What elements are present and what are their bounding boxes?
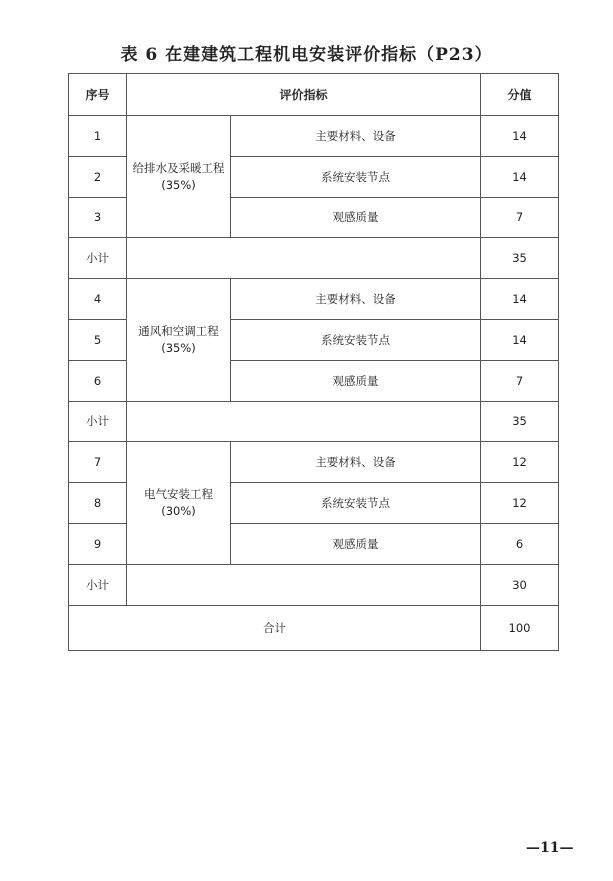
row-score: 14 — [481, 116, 559, 157]
header-row — [69, 74, 559, 116]
subtotal-row — [69, 401, 559, 442]
row-no: 1 — [69, 116, 127, 157]
row-item: 系统安装节点 — [231, 483, 481, 524]
subtotal-value: 35 — [481, 401, 559, 442]
row-no: 5 — [69, 319, 127, 360]
header-score: 分值 — [481, 74, 559, 116]
row-score: 6 — [481, 523, 559, 564]
header-indicator: 评价指标 — [127, 74, 481, 116]
row-score: 7 — [481, 360, 559, 401]
row-score: 14 — [481, 279, 559, 320]
total-row — [69, 605, 559, 650]
subtotal-empty — [127, 564, 481, 605]
subtotal-row — [69, 564, 559, 605]
row-item: 观感质量 — [231, 360, 481, 401]
row-no: 3 — [69, 197, 127, 238]
row-no: 8 — [69, 483, 127, 524]
table-row — [69, 279, 559, 320]
total-label: 合计 — [69, 605, 481, 650]
category-cell: 通风和空调工程(35%) — [127, 279, 231, 401]
row-item: 主要材料、设备 — [231, 279, 481, 320]
subtotal-label: 小计 — [69, 238, 127, 279]
row-no: 6 — [69, 360, 127, 401]
row-no: 7 — [69, 442, 127, 483]
row-item: 主要材料、设备 — [231, 442, 481, 483]
total-value: 100 — [481, 605, 559, 650]
row-item: 系统安装节点 — [231, 319, 481, 360]
table-title: 表 6 在建建筑工程机电安装评价指标（P23） — [120, 45, 493, 65]
table-row — [69, 116, 559, 157]
row-no: 9 — [69, 523, 127, 564]
row-item: 主要材料、设备 — [231, 116, 481, 157]
category-cell: 电气安装工程(30%) — [127, 442, 231, 564]
subtotal-value: 35 — [481, 238, 559, 279]
header-no: 序号 — [69, 74, 127, 116]
row-score: 12 — [481, 442, 559, 483]
table-row — [69, 442, 559, 483]
page-number: —11— — [526, 840, 574, 856]
subtotal-row — [69, 238, 559, 279]
evaluation-table — [68, 73, 559, 651]
row-score: 7 — [481, 197, 559, 238]
row-item: 观感质量 — [231, 523, 481, 564]
subtotal-label: 小计 — [69, 564, 127, 605]
row-no: 4 — [69, 279, 127, 320]
row-item: 系统安装节点 — [231, 156, 481, 197]
subtotal-value: 30 — [481, 564, 559, 605]
subtotal-label: 小计 — [69, 401, 127, 442]
row-score: 12 — [481, 483, 559, 524]
subtotal-empty — [127, 238, 481, 279]
category-cell: 给排水及采暖工程(35%) — [127, 116, 231, 238]
subtotal-empty — [127, 401, 481, 442]
row-item: 观感质量 — [231, 197, 481, 238]
row-no: 2 — [69, 156, 127, 197]
row-score: 14 — [481, 156, 559, 197]
row-score: 14 — [481, 319, 559, 360]
